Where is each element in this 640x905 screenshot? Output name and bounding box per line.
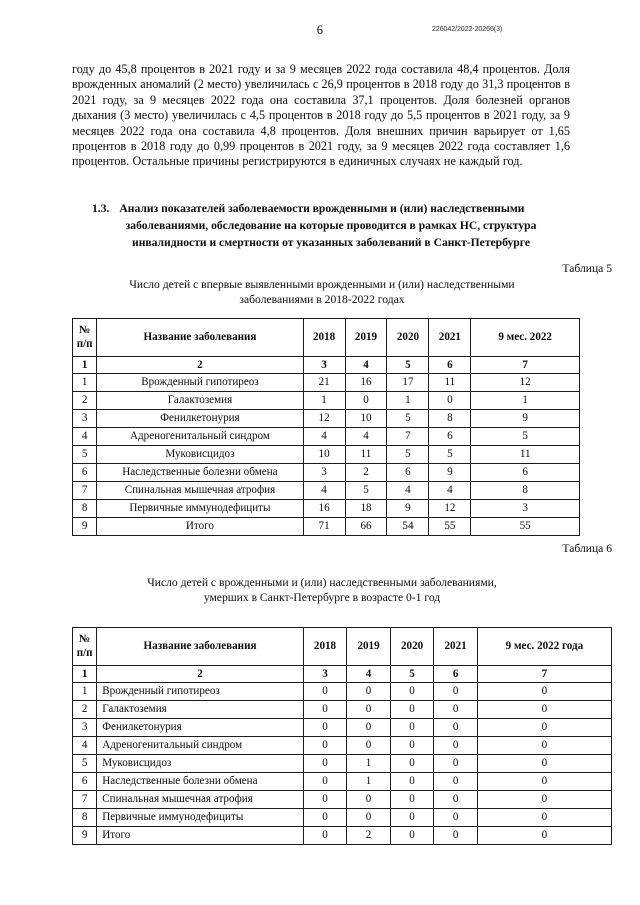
table5-header-2022: 9 мес. 2022 <box>471 319 580 357</box>
table5-row5-2022: 6 <box>471 464 580 482</box>
table6-row3-2020: 0 <box>390 737 434 755</box>
table5-row3-num: 4 <box>73 428 97 446</box>
table5-row3-2020: 7 <box>387 428 429 446</box>
table5-colnum-6: 6 <box>429 357 471 374</box>
table5-row7-2021: 12 <box>429 500 471 518</box>
table6-row4-2022: 0 <box>477 755 611 773</box>
table5-header-2021: 2021 <box>429 319 471 357</box>
table5-row0-2022: 12 <box>471 374 580 392</box>
table5-row0-2018: 21 <box>303 374 345 392</box>
table-row <box>73 392 580 410</box>
table5-row7-num: 8 <box>73 500 97 518</box>
table6-row1-2021: 0 <box>434 701 478 719</box>
table5-row0-num: 1 <box>73 374 97 392</box>
table5-row2-2021: 8 <box>429 410 471 428</box>
table6-row8-2022: 0 <box>477 827 611 845</box>
table6-row3-name: Адреногенитальный синдром <box>97 737 303 755</box>
table6-row5-num: 6 <box>73 773 97 791</box>
table-row <box>73 428 580 446</box>
table5-row1-2018: 1 <box>303 392 345 410</box>
table6-label: Таблица 6 <box>562 542 612 555</box>
table6-row1-2020: 0 <box>390 701 434 719</box>
table6-row4-2021: 0 <box>434 755 478 773</box>
document-code: 226042/2022-20266(3) <box>432 25 503 33</box>
page-header <box>0 22 640 46</box>
table5-header-2019: 2019 <box>345 319 387 357</box>
table-row <box>73 755 612 773</box>
table6-row7-2022: 0 <box>477 809 611 827</box>
table6-row1-2018: 0 <box>303 701 347 719</box>
table5-row7-name: Первичные иммунодефициты <box>97 500 303 518</box>
table6-row6-2021: 0 <box>434 791 478 809</box>
table5-row4-2021: 5 <box>429 446 471 464</box>
table5-row6-num: 7 <box>73 482 97 500</box>
table6-header-row <box>73 628 612 666</box>
table6-row6-2022: 0 <box>477 791 611 809</box>
table5-row1-2022: 1 <box>471 392 580 410</box>
table6-colnum-6: 6 <box>434 666 478 683</box>
table5-row6-2021: 4 <box>429 482 471 500</box>
table6-row2-2020: 0 <box>390 719 434 737</box>
table5-colnum-3: 3 <box>303 357 345 374</box>
section-number: 1.3. <box>92 202 110 215</box>
table5-header-2018: 2018 <box>303 319 345 357</box>
table6-row8-2021: 0 <box>434 827 478 845</box>
table5-row3-2021: 6 <box>429 428 471 446</box>
table5-row1-2021: 0 <box>429 392 471 410</box>
table6-row5-2019: 1 <box>347 773 391 791</box>
table5-row2-2020: 5 <box>387 410 429 428</box>
table-row <box>73 701 612 719</box>
table5-row0-name: Врожденный гипотиреоз <box>97 374 303 392</box>
table5-row5-2018: 3 <box>303 464 345 482</box>
table6-row3-2019: 0 <box>347 737 391 755</box>
table6-row8-2020: 0 <box>390 827 434 845</box>
table6-title-line-1: Число детей с врожденными и (или) наследственными заболеваниями, <box>147 576 497 589</box>
table6-row7-num: 8 <box>73 809 97 827</box>
table6-row2-name: Фенилкетонурия <box>97 719 303 737</box>
table5-row8-num: 9 <box>73 518 97 536</box>
table6-row1-name: Галактоземия <box>97 701 303 719</box>
paragraph-text: году до 45,8 процентов в 2021 году и за 9 месяцев 2022 года составила 48,4 процентов. Доля врожденных аномалий (2 место) увеличилась с 26,9 процентов в 2018 году до 31,3 процентов в 2021 году, за 9 месяцев 2022 года она составила 37,1 процентов. Доля болезней органов дыхания (3 место) увеличилась с 4,5 процентов в 2018 году до 5,5 процентов в 2021 году, за 9 месяцев 2022 года она составила 4,8 процентов. Доля внешних причин варьирует от 1,65 процентов в 2018 году до 0,99 процентов в 2021 году, за 9 месяцев 2022 года составляет 1,6 процентов. Остальные причины регистрируются в единичных случаях не каждый год. <box>72 62 570 169</box>
table6-row0-2022: 0 <box>477 683 611 701</box>
section-heading-line-3: инвалидности и смертности от указанных заболеваний в Санкт-Петербурге <box>132 236 530 250</box>
table5-row6-2019: 5 <box>345 482 387 500</box>
table5-row8-2019: 66 <box>345 518 387 536</box>
table6-row4-2019: 1 <box>347 755 391 773</box>
table5-row8-2018: 71 <box>303 518 345 536</box>
table5-row2-2022: 9 <box>471 410 580 428</box>
table5-header-num <box>73 319 97 357</box>
table6-row3-2018: 0 <box>303 737 347 755</box>
table5-row6-2018: 4 <box>303 482 345 500</box>
table5-row7-2019: 18 <box>345 500 387 518</box>
table6-row2-num: 3 <box>73 719 97 737</box>
table6-row8-2018: 0 <box>303 827 347 845</box>
table5-row6-2022: 8 <box>471 482 580 500</box>
table6-row2-2022: 0 <box>477 719 611 737</box>
table6-row6-num: 7 <box>73 791 97 809</box>
table5-row5-2019: 2 <box>345 464 387 482</box>
table5-row8-2021: 55 <box>429 518 471 536</box>
table6-row5-name: Наследственные болезни обмена <box>97 773 303 791</box>
table5-row4-name: Муковисцидоз <box>97 446 303 464</box>
table-row-total <box>73 827 612 845</box>
table6-title-line-2: умерших в Санкт-Петербурге в возрасте 0-1 год <box>203 591 441 604</box>
table6-row8-2019: 2 <box>347 827 391 845</box>
table6-row5-2021: 0 <box>434 773 478 791</box>
table6-colnum-3: 3 <box>303 666 347 683</box>
table5-label: Таблица 5 <box>562 262 612 275</box>
table5-column-number-row <box>73 357 580 374</box>
table5-row8-2020: 54 <box>387 518 429 536</box>
table6-row7-2019: 0 <box>347 809 391 827</box>
table6-row8-num: 9 <box>73 827 97 845</box>
table5-head <box>73 319 580 357</box>
section-heading-line-1: Анализ показателей заболеваемости врожденными и (или) наследственными <box>119 202 525 215</box>
section-heading-1-3 <box>92 200 570 252</box>
table5-header-num-line1: № <box>79 324 91 336</box>
table5-row8-name: Итого <box>97 518 303 536</box>
table6-row7-2020: 0 <box>390 809 434 827</box>
table6-header-2018: 2018 <box>303 628 347 666</box>
table5-header-2020: 2020 <box>387 319 429 357</box>
table5-row1-num: 2 <box>73 392 97 410</box>
page-number: 6 <box>316 23 324 37</box>
table5-title-line-1: Число детей с впервые выявленными врожденными и (или) наследственными <box>129 278 515 291</box>
table6-row5-2020: 0 <box>390 773 434 791</box>
table6-row0-num: 1 <box>73 683 97 701</box>
table6-row2-2019: 0 <box>347 719 391 737</box>
table5-row6-2020: 4 <box>387 482 429 500</box>
table5-row4-2022: 11 <box>471 446 580 464</box>
table6-header-2019: 2019 <box>347 628 391 666</box>
table6-row6-2019: 0 <box>347 791 391 809</box>
table5-colnum-2: 2 <box>97 357 303 374</box>
table6-row4-2020: 0 <box>390 755 434 773</box>
table5-colnum-4: 4 <box>345 357 387 374</box>
table6-header-num <box>73 628 97 666</box>
table5-title-line-2: заболеваниями в 2018-2022 годах <box>239 293 405 306</box>
table6-header-num-line1: № <box>79 633 91 645</box>
table6-row3-2022: 0 <box>477 737 611 755</box>
table6-row1-2019: 0 <box>347 701 391 719</box>
table-row <box>73 719 612 737</box>
table6-row1-num: 2 <box>73 701 97 719</box>
table-newly-detected-diseases <box>72 318 580 536</box>
table-row <box>73 791 612 809</box>
table6-row0-2018: 0 <box>303 683 347 701</box>
table5-header-name: Название заболевания <box>97 319 303 357</box>
table6-column-number-row <box>73 666 612 683</box>
table5-row1-2020: 1 <box>387 392 429 410</box>
table5-row5-num: 6 <box>73 464 97 482</box>
table5-row7-2022: 3 <box>471 500 580 518</box>
table6-body <box>73 666 612 845</box>
table-row <box>73 773 612 791</box>
table6-row4-num: 5 <box>73 755 97 773</box>
table5-colnum-5: 5 <box>387 357 429 374</box>
table5-body <box>73 357 580 536</box>
table5-row1-name: Галактоземия <box>97 392 303 410</box>
table6-colnum-7: 7 <box>477 666 611 683</box>
table5-row4-2020: 5 <box>387 446 429 464</box>
table6-header-name: Название заболевания <box>97 628 303 666</box>
section-heading-line-2: заболеваниями, обследование на которые проводится в рамках НС, структура <box>125 219 537 233</box>
table-row <box>73 737 612 755</box>
table6-row7-2018: 0 <box>303 809 347 827</box>
table-row <box>73 482 580 500</box>
table5-colnum-7: 7 <box>471 357 580 374</box>
table5-colnum-1: 1 <box>73 357 97 374</box>
table5-row4-num: 5 <box>73 446 97 464</box>
table6-header-2021: 2021 <box>434 628 478 666</box>
table5-row3-name: Адреногенитальный синдром <box>97 428 303 446</box>
table6-row6-2020: 0 <box>390 791 434 809</box>
table6-row2-2021: 0 <box>434 719 478 737</box>
table5-row4-2019: 11 <box>345 446 387 464</box>
table-row-total <box>73 518 580 536</box>
table5-row4-2018: 10 <box>303 446 345 464</box>
table6-row7-2021: 0 <box>434 809 478 827</box>
table-row <box>73 809 612 827</box>
table6-row5-2022: 0 <box>477 773 611 791</box>
table6-colnum-1: 1 <box>73 666 97 683</box>
table5-row2-2018: 12 <box>303 410 345 428</box>
table5-row6-name: Спинальная мышечная атрофия <box>97 482 303 500</box>
table6-header-2020: 2020 <box>390 628 434 666</box>
table6-row0-2021: 0 <box>434 683 478 701</box>
table6-head <box>73 628 612 666</box>
table6-row4-name: Муковисцидоз <box>97 755 303 773</box>
table6-row7-name: Первичные иммунодефициты <box>97 809 303 827</box>
table5-row8-2022: 55 <box>471 518 580 536</box>
table6-row3-2021: 0 <box>434 737 478 755</box>
table6-row8-name: Итого <box>97 827 303 845</box>
table6-row2-2018: 0 <box>303 719 347 737</box>
table5-row3-2018: 4 <box>303 428 345 446</box>
table6-colnum-2: 2 <box>97 666 303 683</box>
table6-row5-2018: 0 <box>303 773 347 791</box>
table5-row7-2020: 9 <box>387 500 429 518</box>
table6-row6-2018: 0 <box>303 791 347 809</box>
table-infant-deaths <box>72 627 612 845</box>
table5-row0-2021: 11 <box>429 374 471 392</box>
table6-row1-2022: 0 <box>477 701 611 719</box>
table6-row0-name: Врожденный гипотиреоз <box>97 683 303 701</box>
table5-row2-num: 3 <box>73 410 97 428</box>
table5-row7-2018: 16 <box>303 500 345 518</box>
table-row <box>73 464 580 482</box>
table-row <box>73 683 612 701</box>
table6-header-num-line2: п/п <box>76 646 93 659</box>
table5-row2-2019: 10 <box>345 410 387 428</box>
table6-colnum-4: 4 <box>347 666 391 683</box>
table5-header-row <box>73 319 580 357</box>
table5-row5-2021: 9 <box>429 464 471 482</box>
table6-header-2022: 9 мес. 2022 года <box>477 628 611 666</box>
table5-row0-2019: 16 <box>345 374 387 392</box>
table5-row3-2019: 4 <box>345 428 387 446</box>
table5-row5-2020: 6 <box>387 464 429 482</box>
table6-row6-name: Спинальная мышечная атрофия <box>97 791 303 809</box>
table6-row4-2018: 0 <box>303 755 347 773</box>
table5-row1-2019: 0 <box>345 392 387 410</box>
table5-row5-name: Наследственные болезни обмена <box>97 464 303 482</box>
table6-colnum-5: 5 <box>390 666 434 683</box>
table5-row0-2020: 17 <box>387 374 429 392</box>
table6-row3-num: 4 <box>73 737 97 755</box>
table-row <box>73 500 580 518</box>
table5-row2-name: Фенилкетонурия <box>97 410 303 428</box>
body-content <box>72 62 570 170</box>
table6-row0-2019: 0 <box>347 683 391 701</box>
table5-row3-2022: 5 <box>471 428 580 446</box>
table-row <box>73 446 580 464</box>
table6-row0-2020: 0 <box>390 683 434 701</box>
table-row <box>73 410 580 428</box>
table-row <box>73 374 580 392</box>
table5-header-num-line2: п/п <box>76 337 93 350</box>
